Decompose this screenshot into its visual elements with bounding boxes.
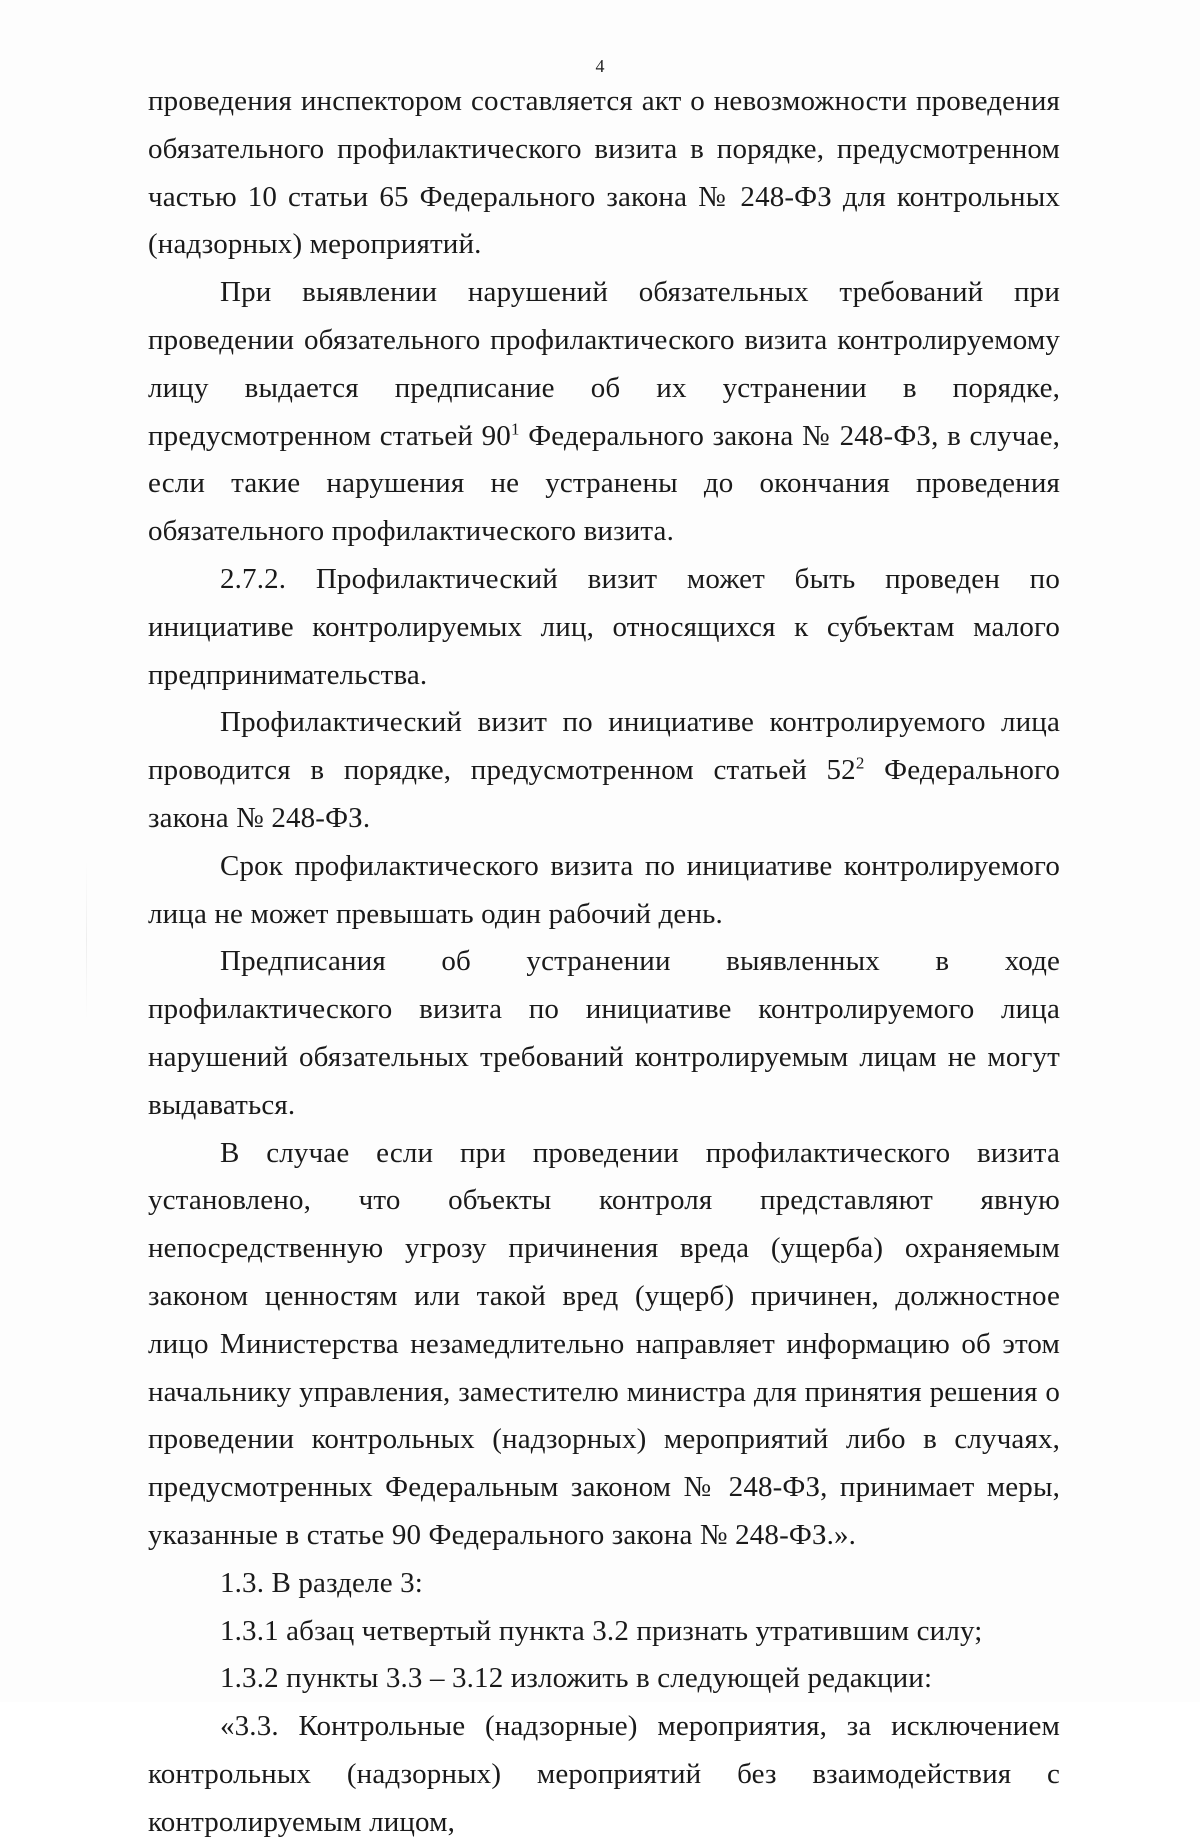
page-number: 4 <box>595 56 605 76</box>
paragraph-visit-procedure <box>148 699 1060 842</box>
scan-artifact <box>86 860 87 1020</box>
paragraph-prescriptions: Предписания об устранении выявленных в ходе профилактического визита по инициативе контролируемого лица нарушений обязательных требований контролируемым лицам не могут выдаваться. <box>148 945 1060 1121</box>
paragraph-violations-order <box>148 269 1060 556</box>
paragraph-text-part: Профилактический визит по инициативе контролируемого лица проводится в порядке, предусмотренном статьей 52 <box>148 706 1060 787</box>
paragraph-section-1-3-1: 1.3.1 абзац четвертый пункта 3.2 признать утратившим силу; <box>220 1614 983 1647</box>
paragraph-clause-3-3: «3.3. Контрольные (надзорные) мероприятия, за исключением контрольных (надзорных) мероприятий без взаимодействия с контролируемым лицом, <box>148 1710 1060 1838</box>
paragraph-section-1-3-2: 1.3.2 пункты 3.3 – 3.12 изложить в следующей редакции: <box>220 1662 933 1695</box>
paragraph-text-part: При выявлении нарушений обязательных требований при проведении обязательного профилактического визита контролируемому лицу выдается предписание об их устранении в порядке, предусмотренном статьей 90 <box>148 276 1060 452</box>
superscript-index: 2 <box>855 753 865 773</box>
paragraph-visit-duration: Срок профилактического визита по инициативе контролируемого лица не может превышать один рабочий день. <box>148 849 1060 930</box>
document-body <box>148 78 1060 1846</box>
superscript-index: 1 <box>510 418 520 438</box>
paragraph-text-part: Федерального закона № 248-ФЗ, в случае, если такие нарушения не устранены до окончания проведения обязательного профилактического визита. <box>148 419 1060 548</box>
paragraph-section-1-3: 1.3. В разделе 3: <box>220 1566 423 1599</box>
paragraph-clause-2-7-2: 2.7.2. Профилактический визит может быть проведен по инициативе контролируемых лиц, относящихся к субъектам малого предпринимательства. <box>148 562 1060 691</box>
paragraph-continuation: проведения инспектором составляется акт о невозможности проведения обязательного профилактического визита в порядке, предусмотренном частью 10 статьи 65 Федерального закона № 248-ФЗ для контрольных (надзорных) мероприятий. <box>148 85 1060 261</box>
paragraph-threat-case: В случае если при проведении профилактического визита установлено, что объекты контроля представляют явную непосредственную угрозу причинения вреда (ущерба) охраняемым законом ценностям или такой вред (ущерб) причинен, должностное лицо Министерства незамедлительно направляет информацию об этом начальнику управления, заместителю министра для принятия решения о проведении контрольных (надзорных) мероприятий либо в случаях, предусмотренных Федеральным законом № 248-ФЗ, принимает меры, указанные в статье 90 Федерального закона № 248-ФЗ.». <box>148 1136 1060 1551</box>
paragraph-text-part: Федерального закона № 248-ФЗ. <box>148 754 1060 834</box>
